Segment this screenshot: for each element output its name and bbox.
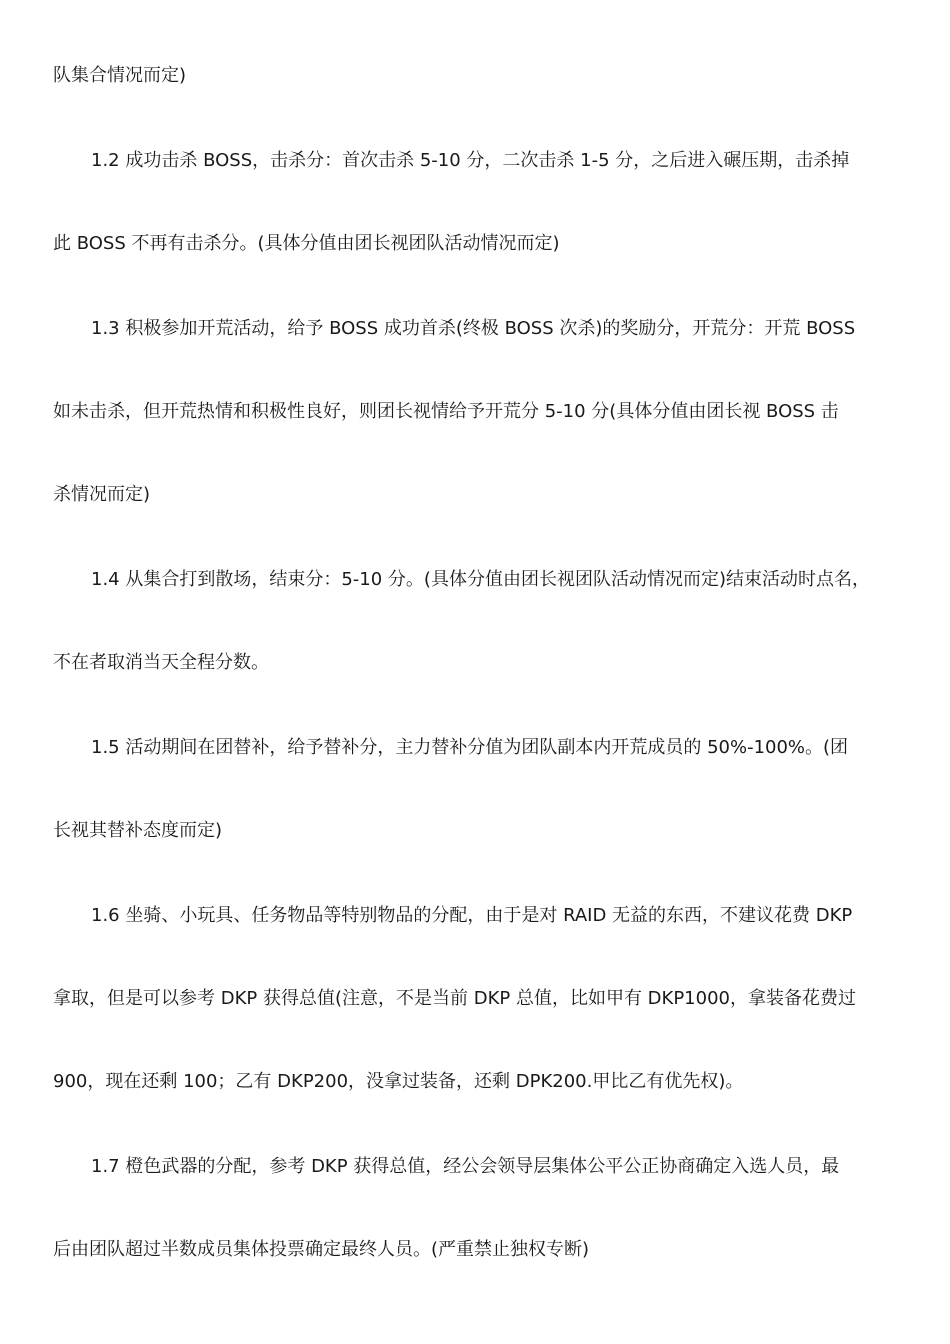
text-line: 1.3 积极参加开荒活动，给予 BOSS 成功首杀(终极 BOSS 次杀)的奖励分，开荒分：开荒 BOSS bbox=[91, 318, 856, 339]
text-line: 拿取，但是可以参考 DKP 获得总值(注意，不是当前 DKP 总值，比如甲有 DKP1000，拿装备花费过 bbox=[53, 988, 856, 1009]
text-line: 杀情况而定) bbox=[53, 484, 151, 505]
text-line: 1.4 从集合打到散场，结束分：5-10 分。(具体分值由团长视团队活动情况而定)结束活动时点名， bbox=[91, 569, 870, 590]
text-line: 此 BOSS 不再有击杀分。(具体分值由团长视团队活动情况而定) bbox=[53, 233, 560, 254]
text-line: 后由团队超过半数成员集体投票确定最终人员。(严重禁止独权专断) bbox=[53, 1239, 590, 1260]
text-line: 1.7 橙色武器的分配，参考 DKP 获得总值，经公会领导层集体公平公正协商确定入选人员，最 bbox=[91, 1156, 840, 1177]
text-line: 900，现在还剩 100；乙有 DKP200，没拿过装备，还剩 DPK200.甲比乙有优先权)。 bbox=[53, 1071, 744, 1092]
text-line: 队集合情况而定) bbox=[53, 65, 187, 86]
text-line: 1.2 成功击杀 BOSS，击杀分：首次击杀 5-10 分，二次击杀 1-5 分，之后进入碾压期，击杀掉 bbox=[91, 150, 850, 171]
text-line: 长视其替补态度而定) bbox=[53, 820, 223, 841]
text-line: 1.6 坐骑、小玩具、任务物品等特别物品的分配，由于是对 RAID 无益的东西，不建议花费 DKP bbox=[91, 905, 853, 926]
text-line: 如未击杀，但开荒热情和积极性良好，则团长视情给予开荒分 5-10 分(具体分值由团长视 BOSS 击 bbox=[53, 401, 839, 422]
text-line: 不在者取消当天全程分数。 bbox=[53, 652, 269, 673]
text-line: 1.5 活动期间在团替补，给予替补分，主力替补分值为团队副本内开荒成员的 50%-100%。(团 bbox=[91, 737, 849, 758]
